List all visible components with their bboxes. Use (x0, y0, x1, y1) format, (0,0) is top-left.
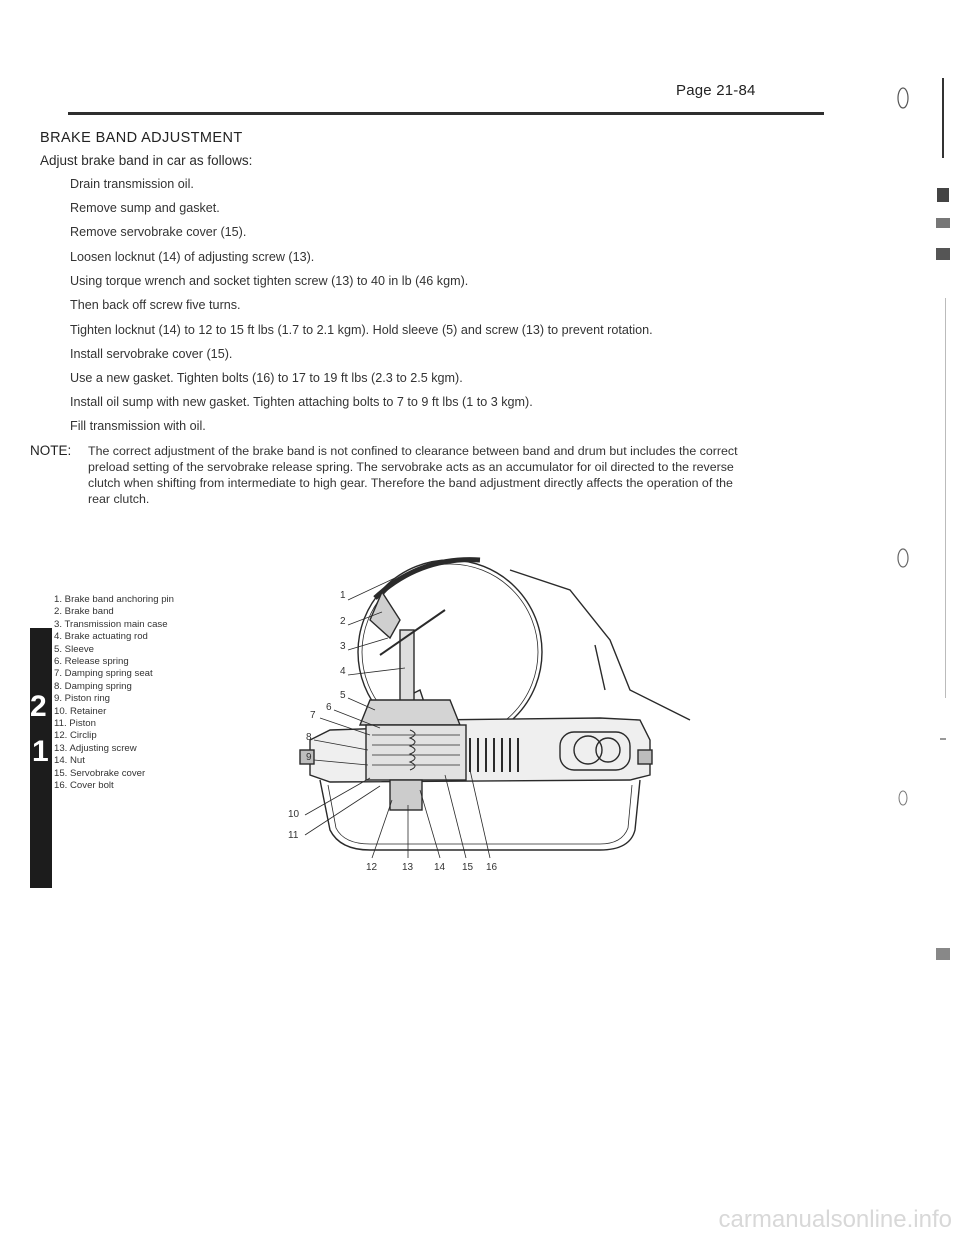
callout-label: 15 (462, 862, 474, 873)
step-1: Drain transmission oil. (70, 177, 194, 191)
adjusting-screw (390, 780, 422, 810)
servo-piston (366, 725, 466, 780)
section-title: BRAKE BAND ADJUSTMENT (40, 130, 243, 146)
page-number: Page 21-84 (676, 82, 756, 99)
note-line-3: clutch when shifting from intermediate to high gear. Therefore the band adjustment directly affects the operation of the (88, 476, 733, 490)
callout-label: 9 (306, 752, 312, 763)
callout-label: 2 (340, 616, 346, 627)
step-9: Use a new gasket. Tighten bolts (16) to 17 to 19 ft lbs (2.3 to 2.5 kgm). (70, 371, 463, 385)
legend-item: 7. Damping spring seat (54, 668, 153, 680)
legend-item: 11. Piston (54, 718, 96, 730)
note-label: NOTE: (30, 443, 72, 458)
page-edge-artifacts (890, 78, 960, 1178)
legend-item: 5. Sleeve (54, 643, 95, 655)
callout-label: 6 (326, 702, 332, 713)
callout-label: 5 (340, 690, 346, 701)
callout-label: 3 (340, 641, 346, 652)
legend-item: 15. Servobrake cover (54, 767, 146, 779)
step-3: Remove servobrake cover (15). (70, 225, 247, 239)
legend-item: 2. Brake band (54, 606, 114, 618)
legend-item: 9. Piston ring (54, 693, 110, 705)
legend-item: 8. Damping spring (54, 680, 132, 692)
legend-item: 13. Adjusting screw (54, 742, 137, 754)
note-line-4: rear clutch. (88, 492, 150, 506)
callout-label: 7 (310, 710, 316, 721)
servobrake-diagram (270, 550, 700, 885)
legend-item: 12. Circlip (54, 730, 97, 742)
chapter-tab-number-bottom: 1 (32, 735, 49, 768)
step-7: Tighten locknut (14) to 12 to 15 ft lbs (1.7 to 2.1 kgm). Hold sleeve (5) and screw (13) to prevent rotation. (70, 323, 653, 337)
callout-label: 8 (306, 732, 312, 743)
step-2: Remove sump and gasket. (70, 201, 220, 215)
intro-text: Adjust brake band in car as follows: (40, 153, 253, 168)
legend-item: 16. Cover bolt (54, 780, 114, 792)
callout-label: 13 (402, 862, 414, 873)
legend-item: 6. Release spring (54, 656, 129, 668)
legend-item: 4. Brake actuating rod (54, 631, 148, 643)
note-line-2: preload setting of the servobrake release spring. The servobrake acts as an accumulator for oil directed to the reverse (88, 460, 734, 474)
callout-label: 1 (340, 590, 346, 601)
legend-item: 14. Nut (54, 755, 85, 767)
legend-item: 3. Transmission main case (54, 618, 168, 630)
callout-label: 14 (434, 862, 446, 873)
legend-item: 1. Brake band anchoring pin (54, 594, 175, 605)
legend-item: 10. Retainer (54, 705, 107, 717)
callout-label: 16 (486, 862, 498, 873)
step-11: Fill transmission with oil. (70, 419, 206, 433)
step-6: Then back off screw five turns. (70, 298, 241, 312)
step-10: Install oil sump with new gasket. Tighten attaching bolts to 7 to 9 ft lbs (1 to 3 kgm). (70, 395, 533, 409)
note-line-1: The correct adjustment of the brake band is not confined to clearance between band and drum but includes the correct (88, 444, 738, 458)
callout-label: 10 (288, 809, 300, 820)
callout-label: 4 (340, 666, 346, 677)
watermark: carmanualsonline.info (718, 1206, 952, 1233)
figure-legend (54, 594, 174, 793)
chapter-tab-number-top: 2 (30, 690, 47, 723)
step-8: Install servobrake cover (15). (70, 347, 233, 361)
callout-label: 12 (366, 862, 378, 873)
header-rule (68, 112, 824, 115)
step-4: Loosen locknut (14) of adjusting screw (13). (70, 250, 315, 264)
callout-label: 11 (288, 830, 299, 841)
step-5: Using torque wrench and socket tighten screw (13) to 40 in lb (46 kgm). (70, 274, 469, 288)
